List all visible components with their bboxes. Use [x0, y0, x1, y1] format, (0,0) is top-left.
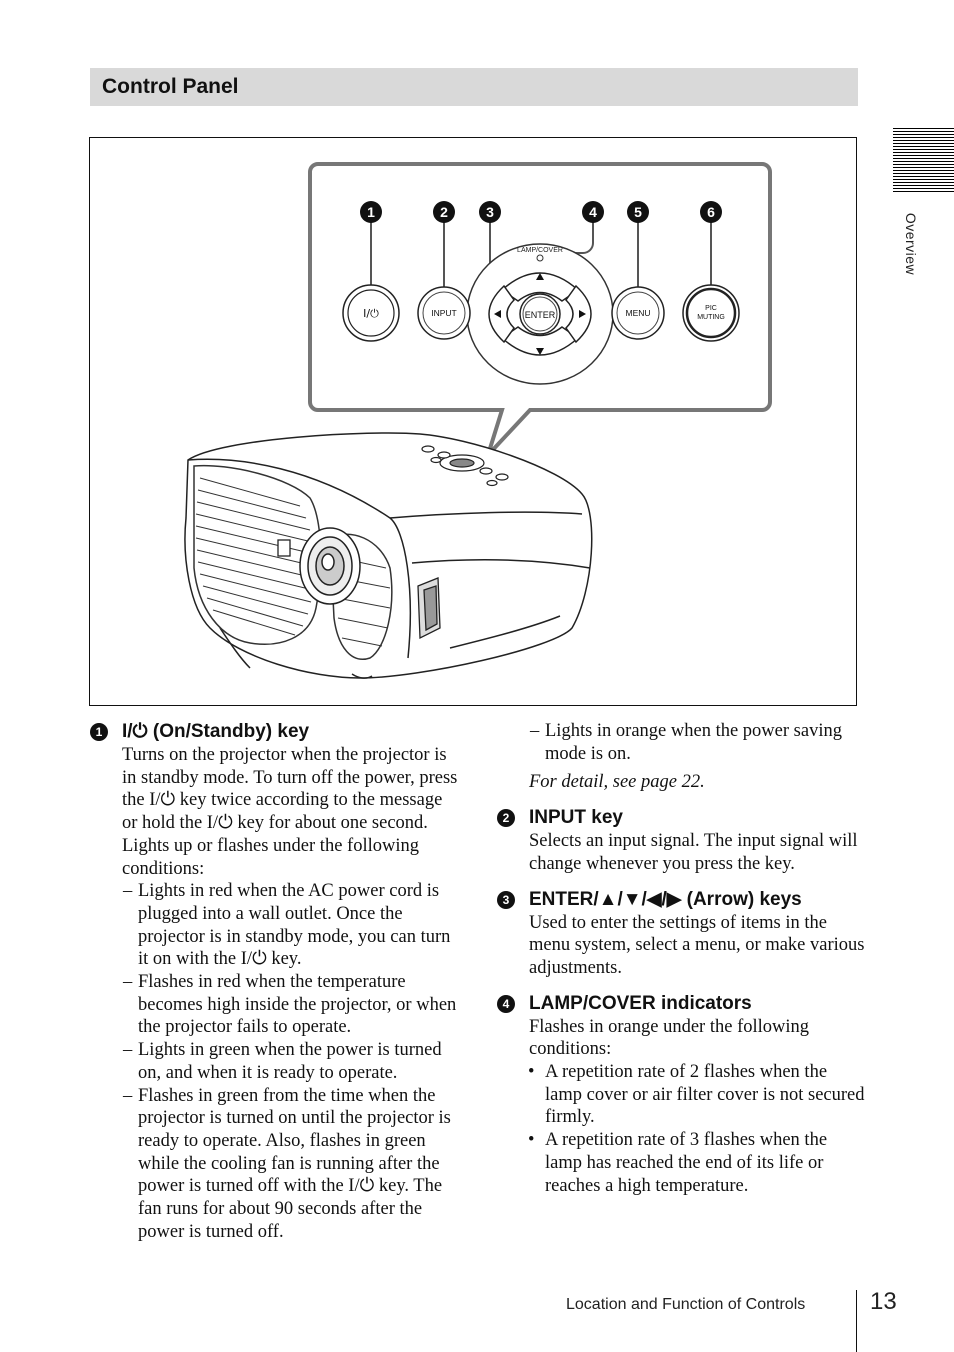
item-1-condition: – Flashes in red when the temperature becomes high inside the projector, or when the projector fails to operate. — [123, 972, 457, 1038]
item-4-description: Flashes in orange under the following conditions: — [529, 1016, 810, 1060]
item-3-description: Used to enter the settings of items in the menu system, select a menu, or make various adjustments. — [529, 912, 865, 978]
svg-text:I/⏻: I/⏻ — [363, 307, 379, 320]
page-number: 13 — [870, 1288, 897, 1315]
projector-illustration — [90, 138, 856, 705]
svg-text:PIC: PIC — [705, 305, 717, 312]
side-tab-stripes — [893, 128, 954, 192]
item-3-title: ENTER/▲/▼/◀/▶ (Arrow) keys — [529, 888, 802, 910]
pic-muting-key[interactable] — [683, 285, 739, 341]
svg-text:MENU: MENU — [625, 308, 651, 318]
callout-number-5 — [627, 201, 649, 223]
callout-number-4 — [582, 201, 604, 223]
item-1-condition: – Lights in orange when the power saving mode is on. — [530, 721, 842, 764]
enter-key[interactable] — [520, 294, 560, 334]
lamp-cover-label: LAMP/COVER — [517, 247, 563, 254]
side-tab-label: Overview — [903, 212, 920, 276]
item-1-note: For detail, see page 22. — [529, 772, 705, 793]
lamp-cover-indicator — [537, 255, 543, 261]
callout-number-2 — [433, 201, 455, 223]
right-column — [497, 720, 867, 1197]
item-1-title: I/⏻ (On/Standby) key — [122, 721, 310, 742]
item-1-description: Turns on the projector when the projector is in standby mode. To turn off the power, press the I/⏻ key twice according to the message or hold the I/⏻ key for about one second. — [122, 745, 458, 834]
item-1-condition: – Flashes in green from the time when the projector is turned on until the projector is ready to operate. Also, flashes in green while the cooling fan is running after the power is turned off with the I/⏻ key. The fan runs for about 90 seconds after the power is turned off. — [123, 1085, 451, 1242]
item-2-number: 2 — [497, 809, 515, 827]
item-4-bullet: • A repetition rate of 3 flashes when the lamp has reached the end of its life or reaches a high temperature. — [528, 1130, 828, 1196]
item-2-description: Selects an input signal. The input signal will change whenever you press the key. — [529, 831, 858, 874]
item-1-condition: – Lights in green when the power is turned on, and when it is ready to operate. — [123, 1040, 442, 1083]
item-2-title: INPUT key — [529, 807, 623, 829]
svg-text:6: 6 — [707, 204, 715, 220]
item-3-heading — [497, 888, 867, 912]
zoom-focus-rings — [418, 578, 440, 638]
svg-text:1: 1 — [367, 204, 375, 220]
input-key[interactable] — [418, 287, 470, 339]
item-4-bullet: • A repetition rate of 2 flashes when the lamp cover or air filter cover is not secured firmly. — [528, 1062, 865, 1128]
svg-text:3: 3 — [486, 204, 494, 220]
callout-number-3 — [479, 201, 501, 223]
item-4-heading — [497, 992, 867, 1016]
item-1-condition: – Lights in red when the AC power cord is plugged into a wall outlet. Once the projector is in standby mode, you can turn it on with the I/⏻ key. — [123, 881, 451, 970]
item-4-number: 4 — [497, 995, 515, 1013]
footer-section-name: Location and Function of Controls — [566, 1296, 806, 1313]
section-title: Control Panel — [102, 75, 239, 98]
callout-number-6 — [700, 201, 722, 223]
power-key[interactable] — [343, 285, 399, 341]
svg-text:MUTING: MUTING — [697, 314, 725, 321]
item-1-heading — [90, 720, 460, 744]
svg-text:5: 5 — [634, 204, 642, 220]
svg-text:ENTER: ENTER — [524, 310, 556, 320]
item-1-conditions-intro: Lights up or flashes under the following conditions: — [122, 835, 419, 879]
section-header-bar — [90, 68, 858, 106]
item-4-title: LAMP/COVER indicators — [529, 992, 752, 1014]
svg-text:4: 4 — [589, 204, 597, 220]
menu-key[interactable] — [612, 287, 664, 339]
left-column — [90, 720, 460, 1243]
footer-divider — [856, 1290, 857, 1352]
item-2-heading — [497, 806, 867, 830]
projector-lens — [300, 528, 360, 604]
svg-text:INPUT: INPUT — [431, 308, 457, 318]
svg-text:2: 2 — [440, 204, 448, 220]
ir-sensor — [278, 540, 290, 556]
callout-number-1 — [360, 201, 382, 223]
item-3-number: 3 — [497, 891, 515, 909]
item-1-number: 1 — [90, 723, 108, 741]
control-panel-figure — [89, 137, 857, 706]
